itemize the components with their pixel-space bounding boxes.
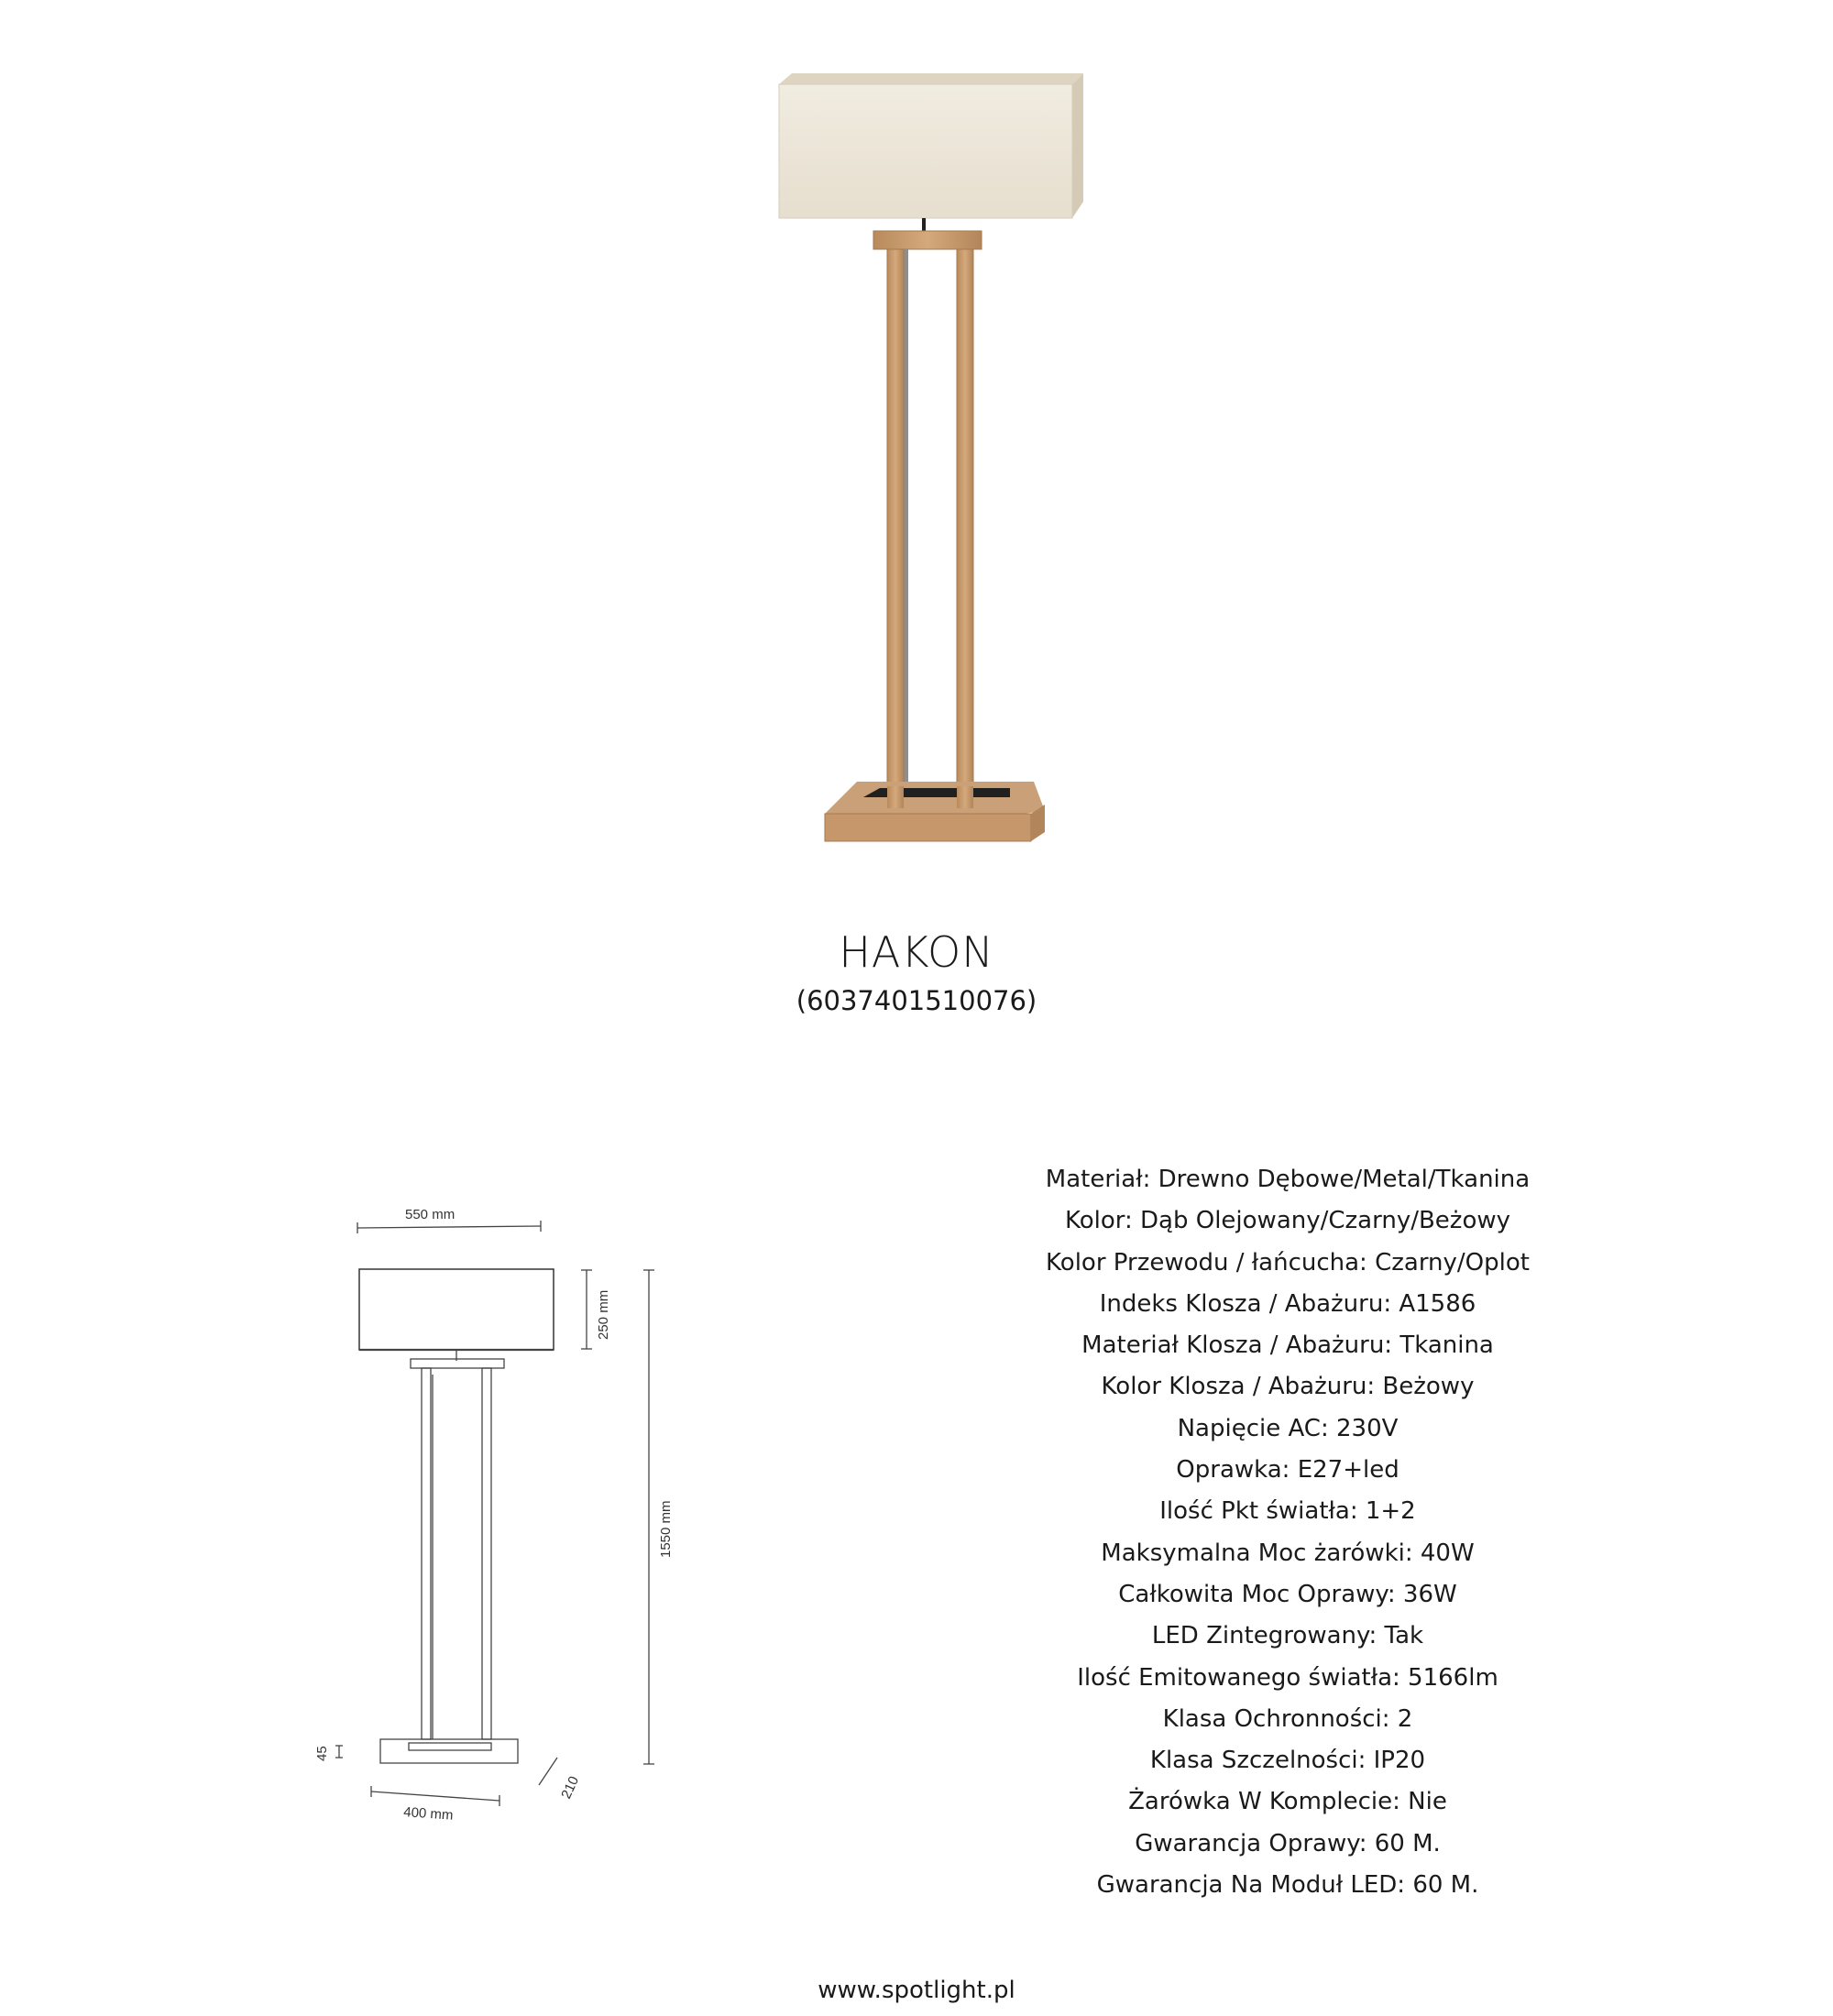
base-depth-dimension-line <box>539 1758 557 1785</box>
width-dimension-line <box>357 1226 541 1228</box>
spec-line: Gwarancja Na Moduł LED: 60 M. <box>1096 1871 1479 1900</box>
drawing-right-leg <box>482 1368 491 1739</box>
base-width-label: 400 mm <box>402 1804 454 1824</box>
spec-line: Kolor Przewodu / łańcucha: Czarny/Oplot <box>1046 1248 1530 1276</box>
spec-line: Ilość Pkt światła: 1+2 <box>1159 1497 1416 1526</box>
width-label: 550 mm <box>405 1207 456 1222</box>
drawing-left-leg <box>422 1368 431 1739</box>
spec-line: Całkowita Moc Oprawy: 36W <box>1118 1580 1457 1608</box>
spec-line: Kolor: Dąb Olejowany/Czarny/Beżowy <box>1064 1207 1511 1235</box>
right-leg <box>957 249 973 808</box>
spec-line: Materiał: Drewno Dębowe/Metal/Tkanina <box>1045 1166 1531 1193</box>
lamp-shade <box>779 73 1083 218</box>
top-crossbar <box>873 231 982 249</box>
left-leg <box>887 249 904 808</box>
spec-line: Maksymalna Moc żarówki: 40W <box>1101 1539 1475 1567</box>
base-width-dimension-line <box>371 1791 499 1801</box>
website-link[interactable]: www.spotlight.pl <box>818 1977 1015 2004</box>
spec-line: Indeks Klosza / Abażuru: A1586 <box>1099 1289 1476 1318</box>
spec-line: Ilość Emitowanego światła: 5166lm <box>1077 1663 1498 1692</box>
specifications-list <box>1004 1159 1572 1906</box>
product-code: (6037401510076) <box>796 985 1037 1016</box>
spec-line: Kolor Klosza / Abażuru: Beżowy <box>1101 1373 1475 1401</box>
spec-line: Klasa Szczelności: IP20 <box>1149 1747 1426 1775</box>
lamp-base <box>825 782 1045 841</box>
spec-line: Klasa Ochronności: 2 <box>1162 1704 1413 1733</box>
shade-height-label: 250 mm <box>596 1289 611 1340</box>
product-name: HAKON <box>839 927 994 977</box>
total-height-label: 1550 mm <box>658 1500 674 1558</box>
spec-line: Napięcie AC: 230V <box>1177 1414 1399 1442</box>
product-photo <box>752 64 1100 852</box>
technical-drawing <box>302 1191 724 1851</box>
spec-line: LED Zintegrowany: Tak <box>1151 1622 1424 1650</box>
spec-line: Żarówka W Komplecie: Nie <box>1128 1788 1447 1816</box>
base-depth-label: 210 <box>558 1773 583 1802</box>
spec-line: Gwarancja Oprawy: 60 M. <box>1135 1829 1441 1857</box>
drawing-shade <box>359 1269 554 1350</box>
spec-line: Oprawka: E27+led <box>1176 1456 1399 1485</box>
base-height-label: 45 <box>314 1746 330 1761</box>
spec-line: Materiał Klosza / Abażuru: Tkanina <box>1081 1331 1494 1360</box>
metal-rod <box>904 249 908 797</box>
drawing-crossbar <box>411 1359 504 1368</box>
